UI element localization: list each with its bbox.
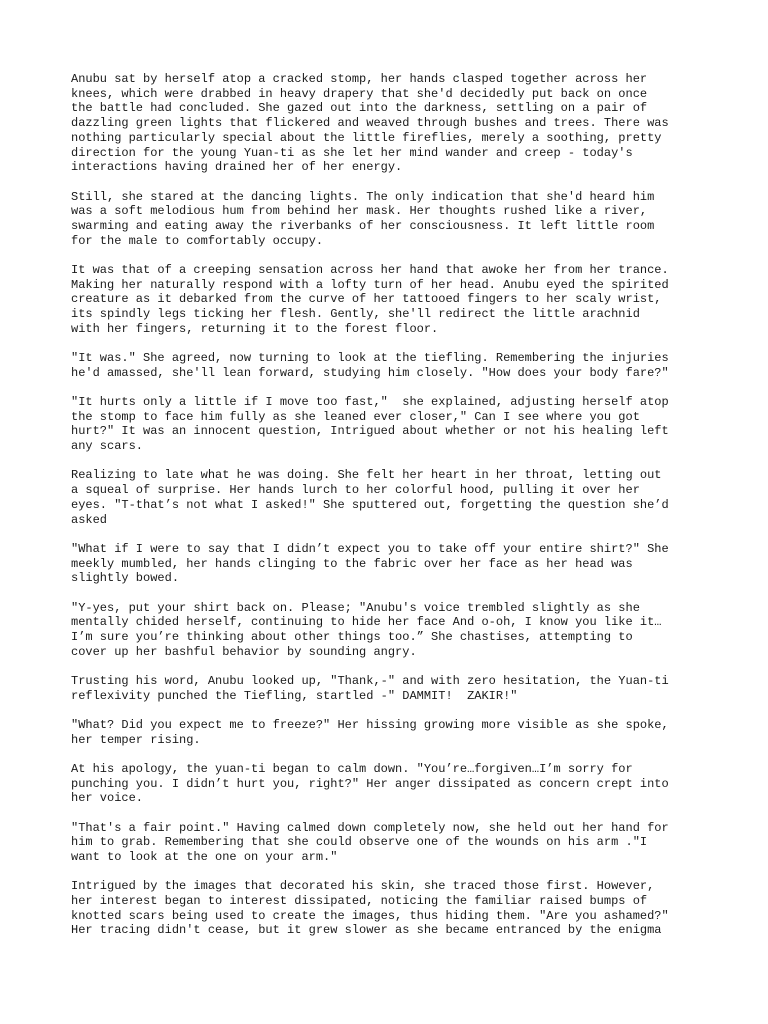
text-line: At his apology, the yuan-ti began to calm down. "You’re…forgiven…I’m sorry for [71,761,633,776]
text-line: Intrigued by the images that decorated his skin, she traced those first. However, [71,879,655,894]
text-line: was a soft melodious hum from behind her mask. Her thoughts rushed like a river, [71,204,648,219]
text-line: her voice. [71,791,144,806]
text-line: its spindly legs ticking her flesh. Gently, she'll redirect the little arachnid [71,307,640,322]
text-line: knotted scars being used to create the images, thus hiding them. "Are you ashamed?" [71,908,669,923]
text-line: the battle had concluded. She gazed out into the darkness, settling on a pair of [71,101,648,116]
text-line: interactions having drained her of her energy. [71,160,403,175]
paragraph [71,190,703,249]
text-line: Anubu sat by herself atop a cracked stomp, her hands clasped together across her [71,72,648,86]
paragraph [71,263,703,337]
paragraph [71,72,703,175]
text-line: mentally chided herself, continuing to hide her face And o-oh, I know you like it… [71,615,662,630]
text-line: the stomp to face him fully as she leaned ever closer," Can I see where you got [71,409,640,424]
paragraph [71,601,703,660]
text-line: Her tracing didn't cease, but it grew slower as she became entranced by the enigma [71,923,662,938]
text-line: "Y-yes, put your shirt back on. Please; "Anubu's voice trembled slightly as she [71,600,640,615]
text-line: meekly mumbled, her hands clinging to the fabric over her face as her head was [71,556,633,571]
text-line: creature as it debarked from the curve of her tattooed fingers to her scaly wrist, [71,292,662,307]
text-line: reflexivity punched the Tiefling, startled -" DAMMIT! ZAKIR!" [71,688,518,703]
text-line: "It was." She agreed, now turning to look at the tiefling. Remembering the injuries [71,351,669,366]
text-line: Trusting his word, Anubu looked up, "Thank,-" and with zero hesitation, the Yuan-ti [71,673,669,688]
text-line: punching you. I didn’t hurt you, right?" Her anger dissipated as concern crept into [71,776,669,791]
text-line: hurt?" It was an innocent question, Intrigued about whether or not his healing left [71,424,669,439]
text-line: he'd amassed, she'll lean forward, studying him closely. "How does your body fare?" [71,365,669,380]
paragraph [71,468,703,527]
text-line: "It hurts only a little if I move too fast," she explained, adjusting herself atop [71,395,669,410]
text-line: any scars. [71,439,144,454]
text-line: Making her naturally respond with a lofty turn of her head. Anubu eyed the spirited [71,277,669,292]
text-line: asked [71,512,108,527]
text-line: Still, she stared at the dancing lights. The only indication that she'd heard him [71,189,655,204]
text-line: her interest began to interest dissipated, noticing the familiar raised bumps of [71,894,648,909]
text-line: dazzling green lights that flickered and weaved through bushes and trees. There was [71,116,669,131]
text-line: him to grab. Remembering that she could observe one of the wounds on his arm ."I [71,835,648,850]
text-line: knees, which were drabbed in heavy drapery that she'd decidedly put back on once [71,86,648,101]
paragraph [71,718,703,747]
text-line: want to look at the one on your arm." [71,850,338,865]
text-line: slightly bowed. [71,571,180,586]
text-line: with her fingers, returning it to the forest floor. [71,321,439,336]
text-line: for the male to comfortably occupy. [71,233,324,248]
paragraph [71,542,703,586]
text-line: It was that of a creeping sensation across her hand that awoke her from her trance. [71,262,669,277]
text-line: I’m sure you’re thinking about other things too.” She chastises, attempting to [71,629,633,644]
paragraph [71,674,703,703]
text-line: "What? Did you expect me to freeze?" Her hissing growing more visible as she spoke, [71,717,669,732]
text-line: nothing particularly special about the little fireflies, merely a soothing, pretty [71,130,662,145]
text-line: swarming and eating away the riverbanks of her consciousness. It left little room [71,218,655,233]
paragraph [71,821,703,865]
text-line: a squeal of surprise. Her hands lurch to her colorful hood, pulling it over her [71,483,640,498]
paragraph [71,762,703,806]
text-line: her temper rising. [71,732,201,747]
paragraph [71,395,703,454]
text-line: cover up her bashful behavior by sounding angry. [71,644,417,659]
text-line: "What if I were to say that I didn’t expect you to take off your entire shirt?" She [71,541,669,556]
paragraph [71,351,703,380]
paragraph [71,879,703,938]
text-line: "That's a fair point." Having calmed down completely now, she held out her hand for [71,820,669,835]
text-line: eyes. "T-that’s not what I asked!" She sputtered out, forgetting the question she’d [71,497,669,512]
text-line: direction for the young Yuan-ti as she let her mind wander and creep - today's [71,145,633,160]
document-page [71,72,703,953]
text-line: Realizing to late what he was doing. She felt her heart in her throat, letting out [71,468,662,483]
